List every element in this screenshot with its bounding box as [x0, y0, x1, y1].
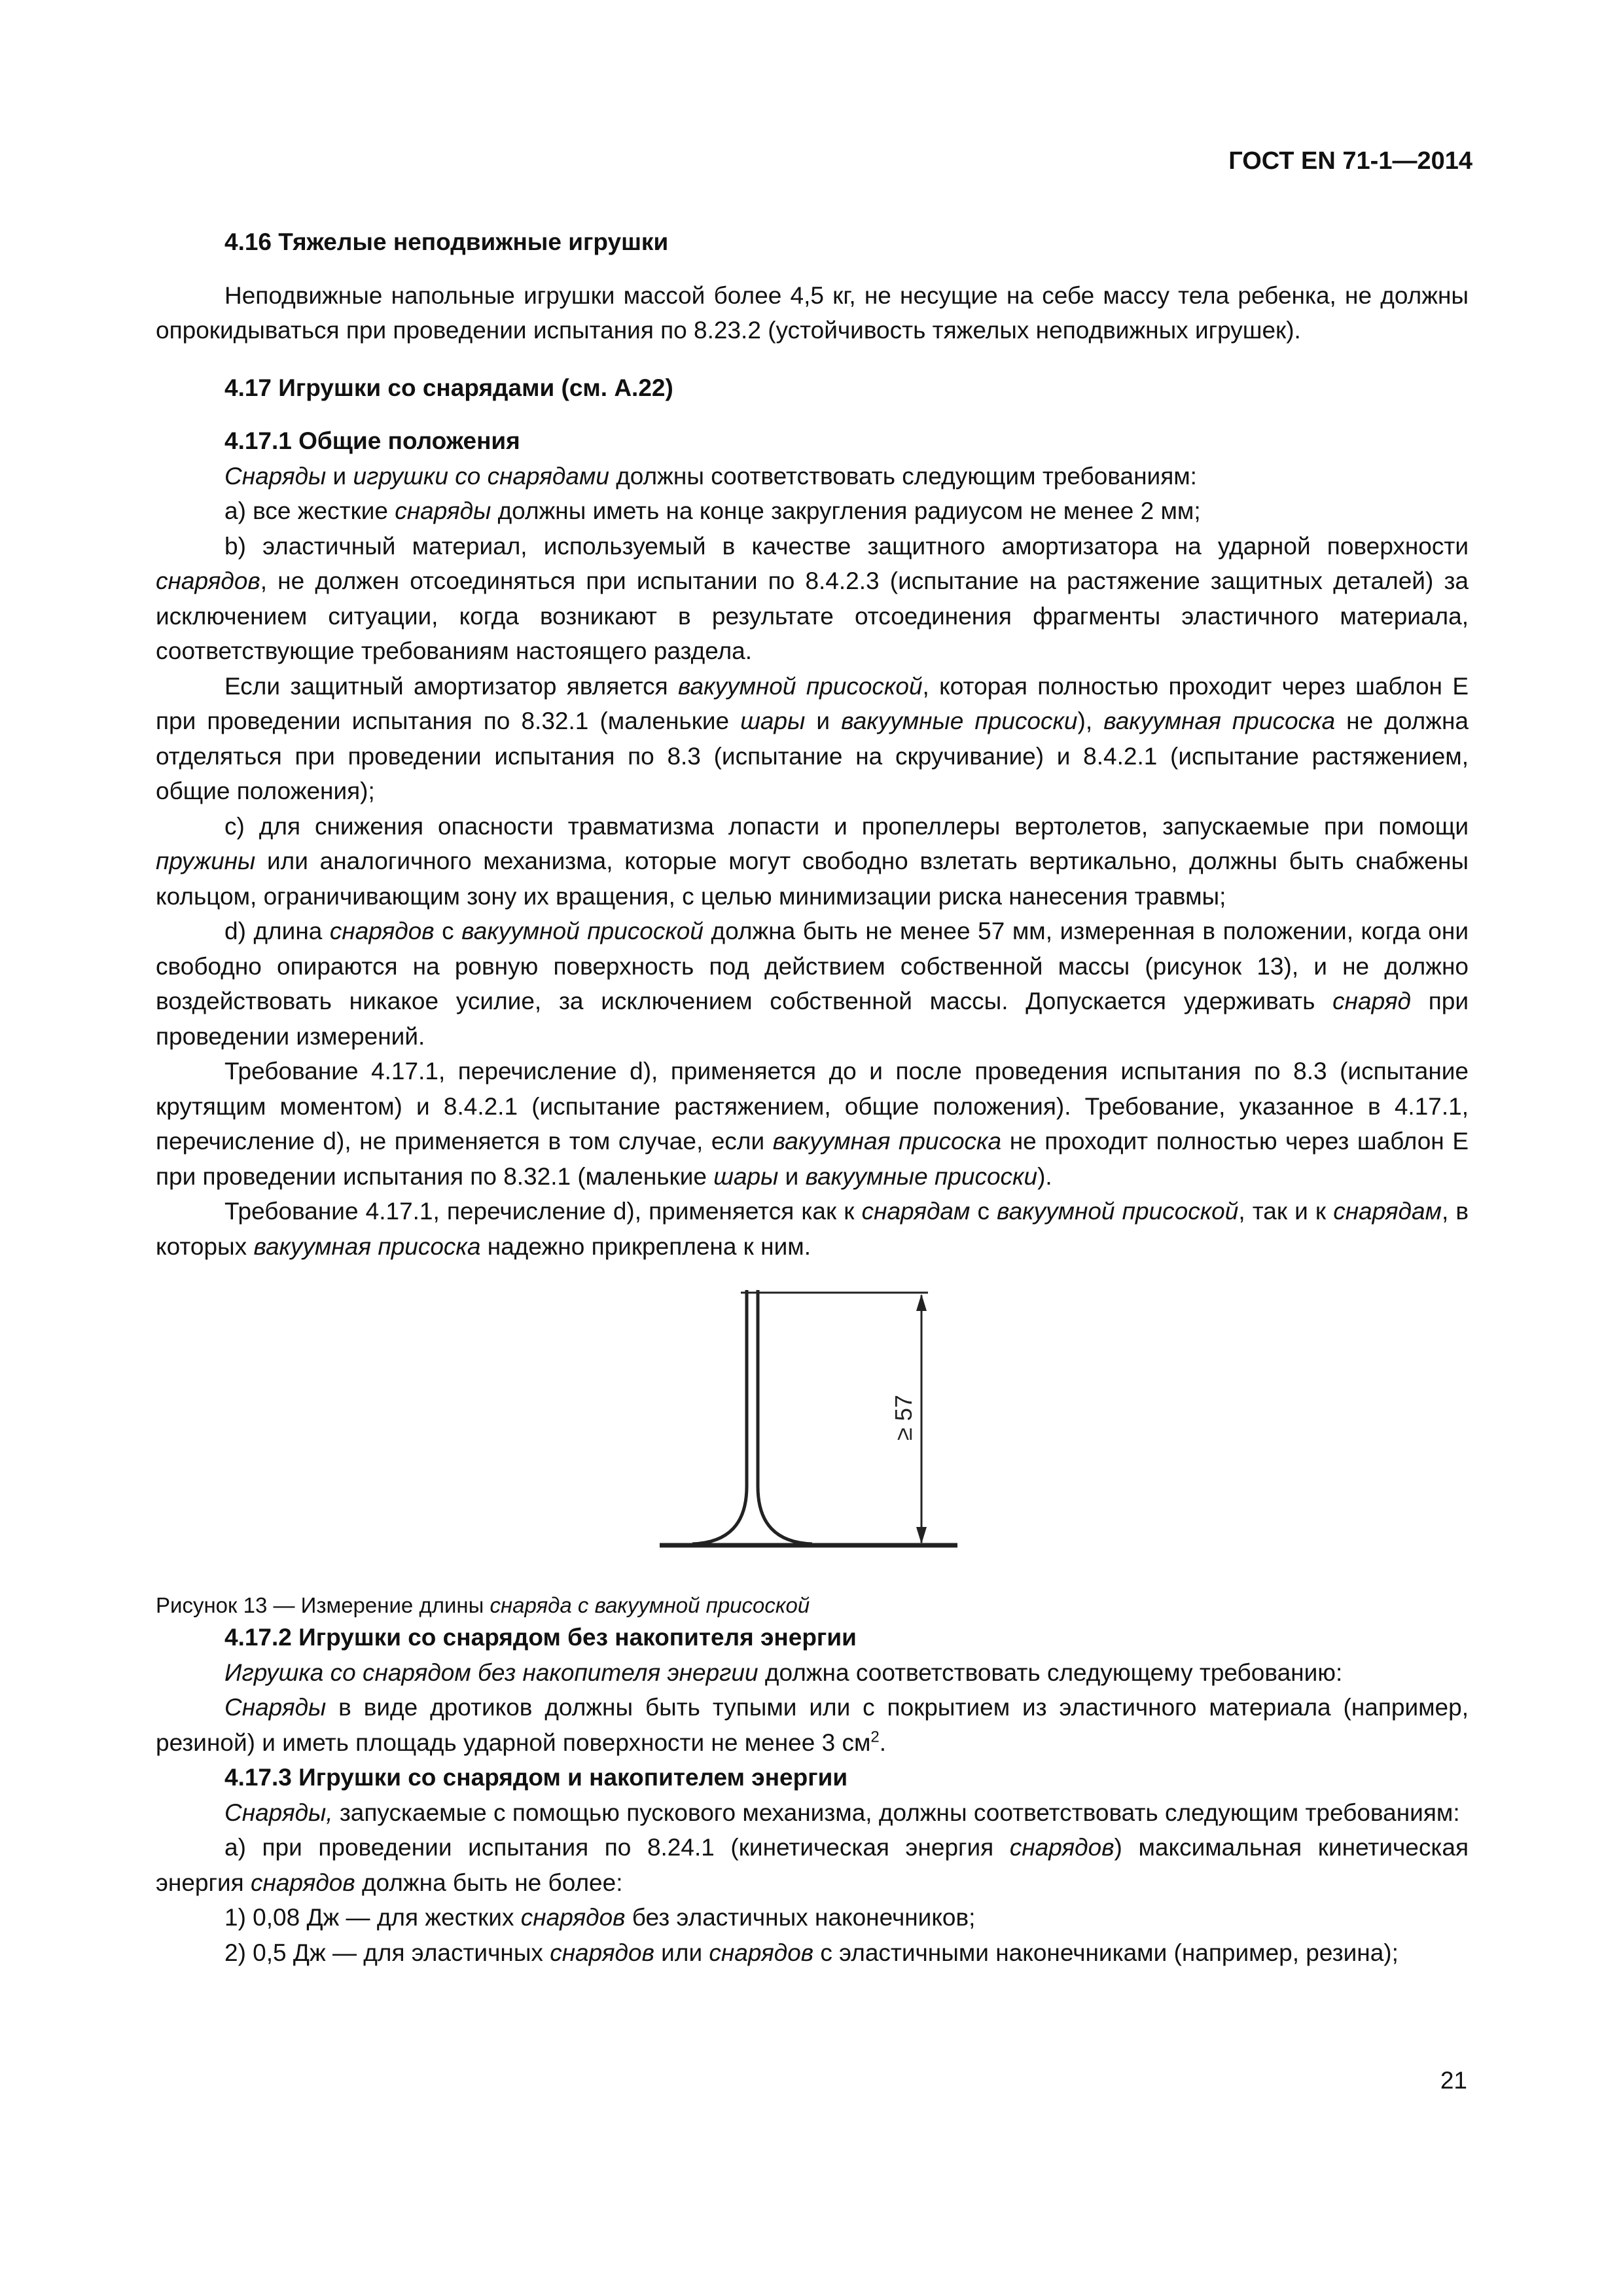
paragraph-requirement-2: Требование 4.17.1, перечисление d), применяется как к снарядам с вакуумной присоской, так и к снарядам, в которых вакуумная присоска надежно прикреплена к ним. — [156, 1198, 1469, 1260]
list-item-d: d) длина снарядов с вакуумной присоской должна быть не менее 57 мм, измеренная в положении, когда они свободно опираются на ровную поверхность под действием собственной массы (рисунок 13), и не должно воздействовать никакое усилие, за исключением собственной массы. Допускается удерживать снаряд при проведении измерений. — [156, 918, 1469, 1050]
figure-caption: Рисунок 13 — Измерение длины снаряда с вакуумной присоской — [156, 1593, 810, 1617]
page-content — [156, 224, 1469, 1970]
section-4-17-1-title: 4.17.1 Общие положения — [224, 427, 520, 454]
section-4-17-2-paragraph-2: Снаряды в виде дротиков должны быть тупыми или с покрытием из эластичного материала (например, резиной) и иметь площадь ударной поверхности не менее 3 $см^2$. — [156, 1694, 1469, 1756]
section-4-17-3-paragraph-1: Снаряды, запускаемые с помощью пускового механизма, должны соответствовать следующим требованиям: — [224, 1799, 1460, 1826]
section-4-17-3-item-2: 2) 0,5 Дж — для эластичных снарядов или снарядов с эластичными наконечниками (например, резина); — [224, 1939, 1399, 1966]
section-4-17-3-title: 4.17.3 Игрушки со снарядом и накопителем энергии — [224, 1764, 848, 1791]
projectile-right-edge — [758, 1290, 812, 1544]
section-4-16-title: 4.16 Тяжелые неподвижные игрушки — [224, 228, 669, 255]
list-item-a: a) все жесткие снаряды должны иметь на конце закругления радиусом не менее 2 мм; — [224, 497, 1201, 524]
section-4-16-paragraph: Неподвижные напольные игрушки массой более 4,5 кг, не несущие на себе массу тела ребенка, не должны опрокидываться при проведении испытания по 8.23.2 (устойчивость тяжелых неподвижных игрушек). — [156, 281, 1469, 344]
section-4-17-title: 4.17 Игрушки со снарядами (см. А.22) — [224, 374, 673, 401]
dimension-arrow-bottom — [916, 1527, 927, 1544]
section-4-17-2-paragraph-1: Игрушка со снарядом без накопителя энергии должна соответствовать следующему требованию: — [224, 1659, 1343, 1686]
list-item-b: b) эластичный материал, используемый в качестве защитного амортизатора на ударной поверхности снарядов, не должен отсоединяться при испытании по 8.4.2.3 (испытание на растяжение защитных деталей) за исключением ситуации, когда возникают в результате отсоединения фрагменты эластичного материала, соответствующие требованиям настоящего раздела. — [156, 532, 1469, 664]
dimension-arrow-top — [916, 1294, 927, 1311]
list-item-c: c) для снижения опасности травматизма лопасти и пропеллеры вертолетов, запускаемые при помощи пружины или аналогичного механизма, которые могут свободно взлетать вертикально, должны быть снабжены кольцом, ограничивающим зону их вращения, с целью минимизации риска нанесения травмы; — [156, 812, 1469, 910]
section-4-17-2-title: 4.17.2 Игрушки со снарядом без накопителя энергии — [224, 1624, 857, 1651]
suction-cup-projectile-diagram — [660, 1290, 967, 1565]
figure-13 — [156, 1264, 1469, 1591]
section-4-17-3-item-a: а) при проведении испытания по 8.24.1 (кинетическая энергия снарядов) максимальная кинетическая энергия снарядов должна быть не более: — [156, 1834, 1469, 1896]
paragraph-suction-cup: Если защитный амортизатор является вакуумной присоской, которая полностью проходит через шаблон Е при проведении испытания по 8.32.1 (маленькие шары и вакуумные присоски), вакуумная присоска не должна отделяться при проведении испытания по 8.3 (испытание на скручивание) и 8.4.2.1 (испытание растяжением, общие положения); — [156, 672, 1469, 804]
page-number: 21 — [1440, 2067, 1467, 2094]
projectile-left-edge — [692, 1290, 747, 1544]
paragraph-intro: Снаряды и игрушки со снарядами должны соответствовать следующим требованиям: — [224, 462, 1197, 490]
section-4-17-3-item-1: 1) 0,08 Дж — для жестких снарядов без эластичных наконечников; — [224, 1904, 976, 1931]
document-code: ГОСТ EN 71-1—2014 — [1228, 147, 1472, 175]
dimension-label: ≥ 57 — [890, 1395, 917, 1441]
paragraph-requirement-1: Требование 4.17.1, перечисление d), применяется до и после проведения испытания по 8.3 (испытание крутящим моментом) и 8.4.2.1 (испытание растяжением, общие положения). Требование, указанное в 4.17.1, перечисление d), не применяется в том случае, если вакуумная присоска не проходит полностью через шаблон Е при проведении испытания по 8.32.1 (маленькие шары и вакуумные присоски). — [156, 1058, 1469, 1190]
